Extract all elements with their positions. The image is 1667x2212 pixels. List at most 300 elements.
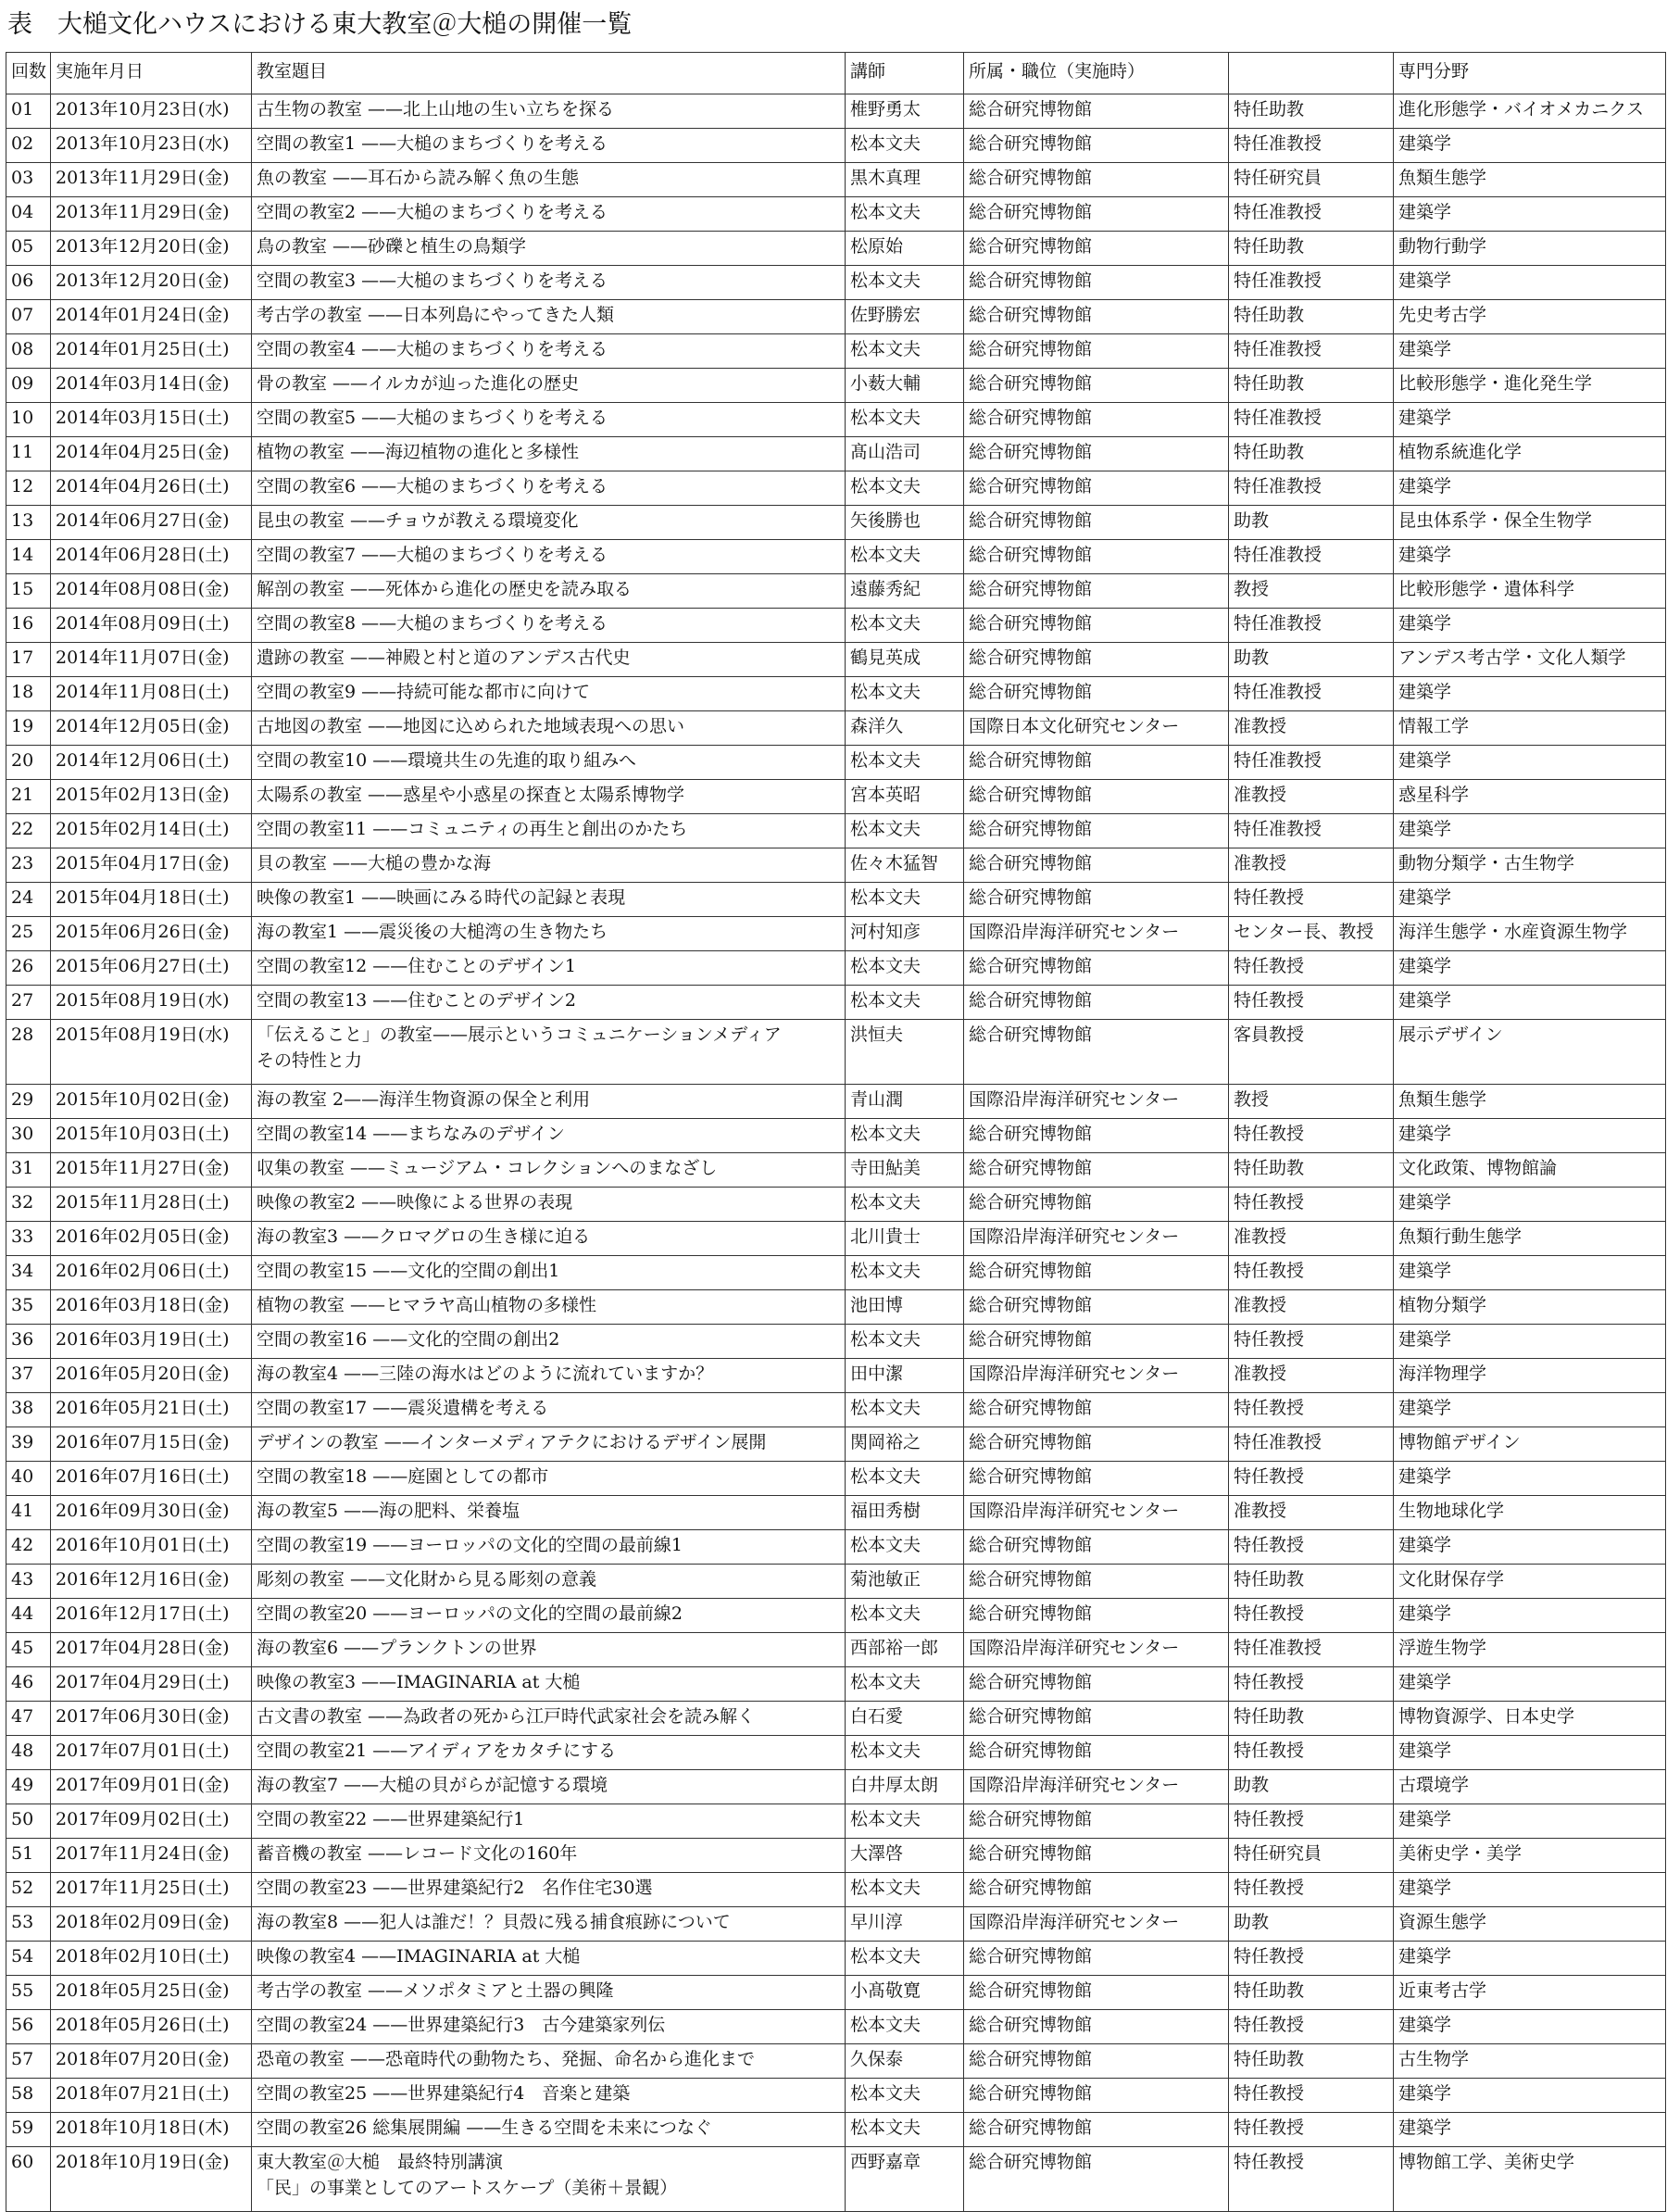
row-theme-line: デザインの教室 ——インターメディアテクにおけるデザイン展開 [257,1432,767,1452]
row-lecturer: 松本文夫 [846,129,964,163]
row-theme-line: 鳥の教室 ——砂礫と植生の鳥類学 [257,236,527,257]
row-theme [252,1702,846,1736]
row-date: 2013年10月23日(水) [51,129,252,163]
row-position: 特任助教 [1229,94,1394,129]
row-date: 2015年08月19日(水) [51,1020,252,1085]
table-row [6,197,1666,232]
row-field: 博物館デザイン [1394,1427,1666,1462]
row-number: 39 [6,1427,51,1462]
row-field: 文化政策、博物館論 [1394,1153,1666,1188]
row-position: 特任教授 [1229,1804,1394,1839]
row-field: 建築学 [1394,2079,1666,2113]
row-theme-line: 古生物の教室 ——北上山地の生い立ちを探る [257,99,615,119]
row-field: 比較形態学・進化発生学 [1394,369,1666,403]
row-theme [252,780,846,814]
row-affiliation: 総合研究博物館 [964,1804,1229,1839]
row-date: 2017年04月28日(金) [51,1633,252,1667]
row-theme [252,1427,846,1462]
row-lecturer: 西部裕一郎 [846,1633,964,1667]
row-number: 03 [6,163,51,197]
row-affiliation: 国際沿岸海洋研究センター [964,1633,1229,1667]
row-date: 2015年11月27日(金) [51,1153,252,1188]
row-number: 54 [6,1942,51,1976]
table-row [6,1256,1666,1290]
row-theme-line: 空間の教室23 ——世界建築紀行2 名作住宅30選 [257,1878,653,1898]
row-theme [252,1393,846,1427]
table-row [6,369,1666,403]
row-lecturer: 松本文夫 [846,1393,964,1427]
row-field: 魚類生態学 [1394,163,1666,197]
row-date: 2018年07月21日(土) [51,2079,252,2113]
row-position: 教授 [1229,1085,1394,1119]
row-affiliation: 総合研究博物館 [964,540,1229,574]
table-row [6,814,1666,848]
row-affiliation: 総合研究博物館 [964,677,1229,711]
row-theme [252,1290,846,1325]
table-row [6,300,1666,334]
table-row [6,437,1666,471]
row-field: 建築学 [1394,1942,1666,1976]
row-affiliation: 総合研究博物館 [964,1256,1229,1290]
table-row [6,1462,1666,1496]
row-theme [252,232,846,266]
row-field: アンデス考古学・文化人類学 [1394,643,1666,677]
row-position: 准教授 [1229,780,1394,814]
row-field: 先史考古学 [1394,300,1666,334]
row-affiliation: 総合研究博物館 [964,848,1229,883]
row-lecturer: 河村知彦 [846,917,964,951]
row-theme [252,266,846,300]
row-field: 建築学 [1394,1325,1666,1359]
row-number: 09 [6,369,51,403]
row-theme-line: 空間の教室18 ——庭園としての都市 [257,1466,549,1487]
row-field: 建築学 [1394,1530,1666,1565]
row-date: 2015年10月02日(金) [51,1085,252,1119]
row-lecturer: 松本文夫 [846,1256,964,1290]
table-row [6,1976,1666,2010]
row-theme-line: 空間の教室14 ——まちなみのデザイン [257,1124,565,1144]
table-row [6,163,1666,197]
row-date: 2016年10月01日(土) [51,1530,252,1565]
row-theme [252,1736,846,1770]
row-number: 47 [6,1702,51,1736]
row-field: 海洋物理学 [1394,1359,1666,1393]
row-date: 2014年03月15日(土) [51,403,252,437]
row-position: 特任准教授 [1229,609,1394,643]
row-date: 2013年12月20日(金) [51,266,252,300]
row-affiliation: 国際沿岸海洋研究センター [964,1359,1229,1393]
row-date: 2014年01月24日(金) [51,300,252,334]
row-position: 准教授 [1229,848,1394,883]
row-date: 2014年06月28日(土) [51,540,252,574]
row-position: 特任准教授 [1229,677,1394,711]
row-number: 57 [6,2044,51,2079]
row-position: 特任教授 [1229,2010,1394,2044]
row-date: 2015年11月28日(土) [51,1188,252,1222]
row-affiliation: 国際沿岸海洋研究センター [964,917,1229,951]
row-number: 45 [6,1633,51,1667]
row-date: 2014年08月08日(金) [51,574,252,609]
row-theme [252,1359,846,1393]
row-position: 特任准教授 [1229,540,1394,574]
table-row [6,1325,1666,1359]
row-affiliation: 総合研究博物館 [964,300,1229,334]
table-row [6,129,1666,163]
row-date: 2017年11月24日(金) [51,1839,252,1873]
row-field: 植物分類学 [1394,1290,1666,1325]
row-lecturer: 青山潤 [846,1085,964,1119]
row-affiliation: 総合研究博物館 [964,163,1229,197]
row-lecturer: 松本文夫 [846,197,964,232]
row-lecturer: 宮本英昭 [846,780,964,814]
row-position: 特任助教 [1229,1976,1394,2010]
row-date: 2014年12月06日(土) [51,746,252,780]
row-date: 2018年10月18日(木) [51,2113,252,2147]
row-theme [252,1976,846,2010]
table-row [6,2113,1666,2147]
row-lecturer: 松本文夫 [846,540,964,574]
row-affiliation: 総合研究博物館 [964,2113,1229,2147]
row-position: 特任准教授 [1229,129,1394,163]
row-field: 建築学 [1394,609,1666,643]
row-date: 2015年02月13日(金) [51,780,252,814]
table-row [6,677,1666,711]
table-row [6,1496,1666,1530]
row-theme-line: 貝の教室 ——大槌の豊かな海 [257,853,492,873]
row-position: 特任教授 [1229,883,1394,917]
row-number: 15 [6,574,51,609]
row-field: 建築学 [1394,1188,1666,1222]
row-date: 2016年03月18日(金) [51,1290,252,1325]
row-theme-line: 海の教室4 ——三陸の海水はどのように流れていますか？ [257,1364,714,1384]
row-affiliation: 総合研究博物館 [964,1020,1229,1085]
row-theme [252,848,846,883]
row-affiliation: 総合研究博物館 [964,94,1229,129]
row-lecturer: 松本文夫 [846,1188,964,1222]
row-number: 31 [6,1153,51,1188]
row-number: 53 [6,1907,51,1942]
row-date: 2018年07月20日(金) [51,2044,252,2079]
row-position: 特任教授 [1229,2147,1394,2212]
table-row [6,986,1666,1020]
row-number: 32 [6,1188,51,1222]
row-lecturer: 大澤啓 [846,1839,964,1873]
table-row [6,848,1666,883]
row-number: 05 [6,232,51,266]
row-number: 08 [6,334,51,369]
row-theme [252,746,846,780]
row-number: 17 [6,643,51,677]
row-affiliation: 総合研究博物館 [964,2044,1229,2079]
row-theme-line: 空間の教室9 ——持続可能な都市に向けて [257,682,591,702]
row-number: 34 [6,1256,51,1290]
table-row [6,1188,1666,1222]
row-field: 建築学 [1394,197,1666,232]
row-affiliation: 総合研究博物館 [964,506,1229,540]
row-theme-line: 空間の教室8 ——大槌のまちづくりを考える [257,613,608,634]
row-theme-line: その特性と力 [257,1050,363,1071]
row-field: 浮遊生物学 [1394,1633,1666,1667]
row-date: 2017年06月30日(金) [51,1702,252,1736]
row-number: 38 [6,1393,51,1427]
row-field: 魚類生態学 [1394,1085,1666,1119]
row-lecturer: 鶴見英成 [846,643,964,677]
row-theme [252,814,846,848]
row-field: 近東考古学 [1394,1976,1666,2010]
row-field: 建築学 [1394,129,1666,163]
row-date: 2014年04月26日(土) [51,471,252,506]
row-theme [252,1942,846,1976]
table-row [6,506,1666,540]
table-row [6,471,1666,506]
table-row [6,1702,1666,1736]
row-date: 2016年03月19日(土) [51,1325,252,1359]
classroom-list-table [6,52,1666,2212]
header-position [1229,53,1394,94]
row-theme-line: 植物の教室 ——海辺植物の進化と多様性 [257,442,580,462]
row-theme-line: 空間の教室12 ——住むことのデザイン1 [257,956,576,976]
row-field: 建築学 [1394,986,1666,1020]
row-affiliation: 総合研究博物館 [964,1667,1229,1702]
row-position: 特任助教 [1229,232,1394,266]
row-position: 准教授 [1229,1290,1394,1325]
row-lecturer: 関岡裕之 [846,1427,964,1462]
row-position: 特任准教授 [1229,471,1394,506]
row-theme-line: 太陽系の教室 ——惑星や小惑星の探査と太陽系博物学 [257,785,685,805]
row-affiliation: 総合研究博物館 [964,1942,1229,1976]
row-theme [252,2113,846,2147]
row-lecturer: 松本文夫 [846,1942,964,1976]
row-lecturer: 松本文夫 [846,1530,964,1565]
row-position: 准教授 [1229,1496,1394,1530]
row-affiliation: 総合研究博物館 [964,1599,1229,1633]
row-affiliation: 総合研究博物館 [964,609,1229,643]
row-position: 特任助教 [1229,300,1394,334]
row-date: 2016年07月16日(土) [51,1462,252,1496]
row-date: 2016年05月21日(土) [51,1393,252,1427]
table-row [6,1393,1666,1427]
row-number: 10 [6,403,51,437]
row-theme [252,2147,846,2212]
row-field: 建築学 [1394,403,1666,437]
row-number: 60 [6,2147,51,2212]
row-date: 2015年04月17日(金) [51,848,252,883]
row-theme [252,129,846,163]
row-theme [252,1462,846,1496]
table-row [6,643,1666,677]
row-theme-line: 空間の教室17 ——震災遺構を考える [257,1398,549,1418]
row-number: 46 [6,1667,51,1702]
row-theme-line: 空間の教室5 ——大槌のまちづくりを考える [257,408,608,428]
row-field: 建築学 [1394,471,1666,506]
row-number: 16 [6,609,51,643]
row-position: 特任教授 [1229,2113,1394,2147]
row-affiliation: 総合研究博物館 [964,814,1229,848]
row-number: 25 [6,917,51,951]
row-theme [252,1907,846,1942]
row-affiliation: 総合研究博物館 [964,2010,1229,2044]
table-row [6,1839,1666,1873]
row-number: 35 [6,1290,51,1325]
row-theme-line: 空間の教室1 ——大槌のまちづくりを考える [257,133,608,154]
row-theme [252,1188,846,1222]
row-theme-line: 空間の教室4 ——大槌のまちづくりを考える [257,339,608,359]
row-date: 2016年02月06日(土) [51,1256,252,1290]
table-row [6,711,1666,746]
row-date: 2014年01月25日(土) [51,334,252,369]
row-date: 2016年07月15日(金) [51,1427,252,1462]
row-theme [252,711,846,746]
row-field: 建築学 [1394,2010,1666,2044]
row-field: 海洋生態学・水産資源生物学 [1394,917,1666,951]
row-date: 2013年12月20日(金) [51,232,252,266]
row-field: 美術史学・美学 [1394,1839,1666,1873]
row-theme-line: 映像の教室4 ——IMAGINARIA at 大槌 [257,1946,581,1967]
row-theme-line: 空間の教室10 ——環境共生の先進的取り組みへ [257,750,636,771]
table-row [6,1085,1666,1119]
row-lecturer: 松本文夫 [846,1599,964,1633]
row-theme-line: 海の教室6 ——プランクトンの世界 [257,1638,537,1658]
row-affiliation: 総合研究博物館 [964,129,1229,163]
table-title: 表 大槌文化ハウスにおける東大教室＠大槌の開催一覧 [7,10,633,39]
row-lecturer: 佐野勝宏 [846,300,964,334]
row-position: 特任准教授 [1229,266,1394,300]
row-position: 特任研究員 [1229,1839,1394,1873]
table-row [6,2147,1666,2212]
row-affiliation: 総合研究博物館 [964,197,1229,232]
row-theme [252,986,846,1020]
row-theme [252,1256,846,1290]
row-affiliation: 総合研究博物館 [964,643,1229,677]
row-lecturer: 松本文夫 [846,1462,964,1496]
row-field: 建築学 [1394,1804,1666,1839]
row-position: 特任教授 [1229,1462,1394,1496]
row-theme [252,1565,846,1599]
row-field: 建築学 [1394,1393,1666,1427]
row-field: 展示デザイン [1394,1020,1666,1085]
row-position: 特任准教授 [1229,746,1394,780]
row-number: 12 [6,471,51,506]
row-position: 特任教授 [1229,1393,1394,1427]
row-affiliation: 総合研究博物館 [964,1119,1229,1153]
row-theme-line: 蓄音機の教室 ——レコード文化の160年 [257,1843,578,1864]
row-affiliation: 総合研究博物館 [964,1462,1229,1496]
row-number: 11 [6,437,51,471]
row-field: 建築学 [1394,883,1666,917]
row-theme-line: 骨の教室 ——イルカが辿った進化の歴史 [257,373,580,394]
table-row [6,403,1666,437]
row-theme [252,163,846,197]
row-number: 26 [6,951,51,986]
row-theme-line: 「伝えること」の教室——展示というコミュニケーションメディア [257,1024,782,1045]
row-lecturer: 松本文夫 [846,403,964,437]
row-affiliation: 総合研究博物館 [964,403,1229,437]
row-theme [252,1770,846,1804]
row-affiliation: 総合研究博物館 [964,1427,1229,1462]
row-date: 2013年10月23日(水) [51,94,252,129]
row-field: 古環境学 [1394,1770,1666,1804]
row-lecturer: 松本文夫 [846,471,964,506]
row-affiliation: 総合研究博物館 [964,1290,1229,1325]
row-date: 2014年11月08日(土) [51,677,252,711]
row-date: 2018年05月26日(土) [51,2010,252,2044]
row-date: 2014年08月09日(土) [51,609,252,643]
row-theme-line: 彫刻の教室 ——文化財から見る彫刻の意義 [257,1569,597,1590]
row-theme [252,1599,846,1633]
row-lecturer: 黒木真理 [846,163,964,197]
row-theme [252,1325,846,1359]
row-affiliation: 総合研究博物館 [964,1325,1229,1359]
row-position: 准教授 [1229,1359,1394,1393]
row-field: 魚類行動生態学 [1394,1222,1666,1256]
row-theme [252,574,846,609]
row-theme-line: 空間の教室25 ——世界建築紀行4 音楽と建築 [257,2083,631,2104]
row-lecturer: 矢後勝也 [846,506,964,540]
row-affiliation: 総合研究博物館 [964,2147,1229,2212]
row-theme-line: 海の教室7 ——大槌の貝がらが記憶する環境 [257,1775,608,1795]
row-field: 動物行動学 [1394,232,1666,266]
row-number: 20 [6,746,51,780]
table-row [6,1942,1666,1976]
row-theme-line: 空間の教室6 ——大槌のまちづくりを考える [257,476,608,496]
row-position: 特任教授 [1229,1119,1394,1153]
row-position: 特任准教授 [1229,1633,1394,1667]
row-position: 助教 [1229,506,1394,540]
row-theme [252,2010,846,2044]
table-row [6,2079,1666,2113]
row-affiliation: 国際沿岸海洋研究センター [964,1222,1229,1256]
row-number: 04 [6,197,51,232]
row-position: 特任教授 [1229,1325,1394,1359]
row-number: 59 [6,2113,51,2147]
row-field: 植物系統進化学 [1394,437,1666,471]
row-theme [252,643,846,677]
row-lecturer: 洪恒夫 [846,1020,964,1085]
table-row [6,1907,1666,1942]
table-row [6,334,1666,369]
table-row [6,266,1666,300]
row-field: 建築学 [1394,1256,1666,1290]
table-row [6,917,1666,951]
row-lecturer: 松本文夫 [846,986,964,1020]
row-field: 建築学 [1394,540,1666,574]
row-position: 特任教授 [1229,1256,1394,1290]
row-theme-line: 植物の教室 ——ヒマラヤ高山植物の多様性 [257,1295,597,1315]
row-theme-line: 海の教室 2——海洋生物資源の保全と利用 [257,1089,591,1110]
row-theme-line: 映像の教室2 ——映像による世界の表現 [257,1192,573,1213]
row-lecturer: 松本文夫 [846,1119,964,1153]
row-affiliation: 総合研究博物館 [964,574,1229,609]
row-theme [252,1119,846,1153]
row-affiliation: 総合研究博物館 [964,2079,1229,2113]
row-number: 48 [6,1736,51,1770]
row-date: 2016年09月30日(金) [51,1496,252,1530]
row-theme-line: 解剖の教室 ——死体から進化の歴史を読み取る [257,579,633,599]
table-row [6,1020,1666,1085]
row-position: 助教 [1229,643,1394,677]
row-lecturer: 松本文夫 [846,1804,964,1839]
row-lecturer: 松本文夫 [846,677,964,711]
row-number: 55 [6,1976,51,2010]
row-affiliation: 総合研究博物館 [964,1188,1229,1222]
row-field: 資源生態学 [1394,1907,1666,1942]
row-field: 建築学 [1394,1873,1666,1907]
classroom-list-table-container [6,52,1666,2212]
row-position: 特任助教 [1229,437,1394,471]
row-field: 建築学 [1394,266,1666,300]
row-theme-line: 東大教室＠大槌 最終特別講演 [257,2152,504,2172]
row-theme-line: 考古学の教室 ——メソポタミアと土器の興隆 [257,1980,614,2001]
